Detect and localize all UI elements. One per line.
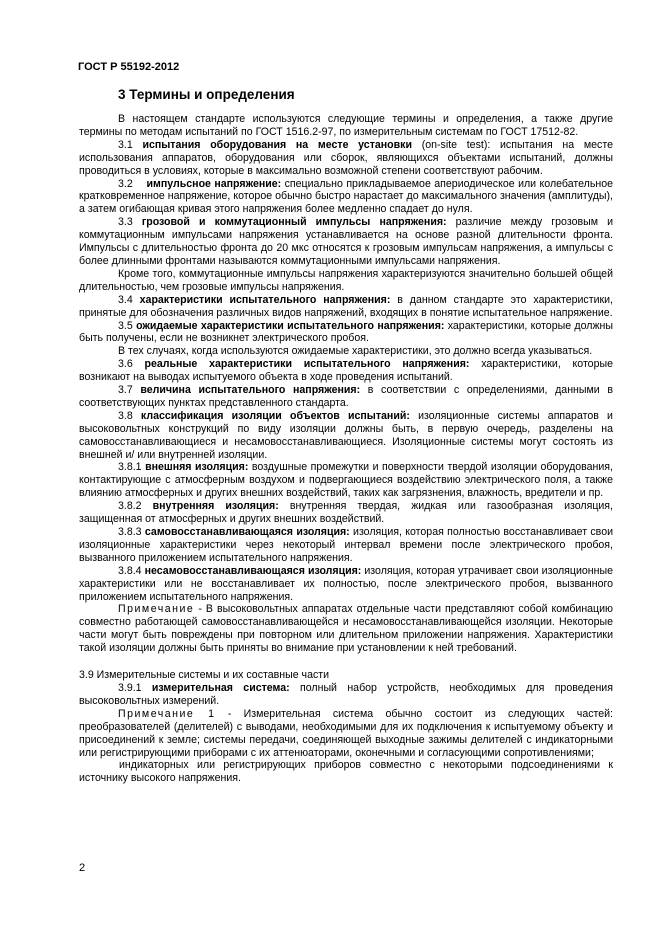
definition-3-8: 3.8 классификация изоляции объектов испытаний: изоляционные системы аппаратов и высоковольтных конструкций по виду изоляции должны быть, в первую очередь, разделены на самовосстанавливающиеся и несамовосстанавливающиеся. Изоляционные системы могут состоять из внешней и/ или внутренней изоляции. (79, 409, 613, 461)
note-label: Примечание (118, 603, 195, 616)
paragraph-intro: В настоящем стандарте используются следующие термины и определения, а также другие термины по методам испытаний по ГОСТ 1516.2-97, по измерительным системам по ГОСТ 17512-82. (79, 113, 613, 138)
document-body (79, 113, 613, 785)
term: характеристики испытательного напряжения: (139, 293, 391, 306)
term: несамовосстанавливающаяся изоляция: (144, 564, 362, 577)
paragraph-3-3-note: Кроме того, коммутационные импульсы напряжения характеризуются значительно большей общей длительностью, чем грозовые импульсы напряжения. (79, 267, 613, 293)
definition-3-9-1: 3.9.1 измерительная система: полный набор устройств, необходимых для проведения высоковольтных измерений. (79, 681, 613, 707)
paragraph-3-5-note: В тех случаях, когда используются ожидаемые характеристики, это должно всегда указываться. (118, 345, 593, 358)
definition-3-8-2: 3.8.2 внутренняя изоляция: внутренняя твердая, жидкая или газообразная изоляция, защищенная от атмосферных и других внешних воздействий. (79, 500, 613, 526)
term: ожидаемые характеристики испытательного напряжения: (136, 319, 445, 332)
term: измерительная система: (151, 681, 290, 694)
note-3-9-1-continued: индикаторных или регистрирующих приборов совместно с некоторыми подсоединениями к источнику высокого напряжения. (79, 759, 613, 785)
definition-3-6: 3.6 реальные характеристики испытательного напряжения: характеристики, которые возникают на выводах испытуемого объекта в ходе проведения испытаний. (79, 358, 613, 384)
definition-3-8-1: 3.8.1 внешняя изоляция: воздушные промежутки и поверхности твердой изоляции оборудования, контактирующие с атмосферным воздухом и подвергающиеся воздействию электрического поля, а также влиянию атмосферных и других внешних воздействий, таких как загрязнения, влажность, вредители и пр. (79, 461, 613, 500)
term: внутренняя изоляция: (152, 500, 279, 513)
term: импульсное напряжение: (146, 177, 282, 190)
term: самовосстанавливающаяся изоляция: (144, 526, 350, 538)
section-title: 3 Термины и определения (118, 87, 295, 102)
term: реальные характеристики испытательного напряжения: (144, 358, 470, 371)
term: величина испытательного напряжения: (140, 384, 361, 397)
definition-3-3: 3.3 грозовой и коммутационный импульсы напряжения: различие между грозовым и коммутационным импульсами напряжения устанавливается на основе разной длительности фронта. Импульсы с длительностью фронта до 20 мкс относятся к грозовым импульсам напряжения, а импульсы с более длинными фронтами называются коммутационными импульсами напряжения. (79, 216, 614, 267)
standard-code: ГОСТ Р 55192-2012 (78, 61, 180, 73)
term: испытания оборудования на месте установки (142, 138, 412, 151)
note-3-8: Примечание - В высоковольтных аппаратах отдельные части представляют собой комбинацию совместно работающей самовосстанавливающейся и несамовосстанавливающейся изоляции. Некоторые части могут быть повреждены при повторном или длительном приложении напряжения. Характеристики такой изоляции должны быть приняты во внимание при установлении к ней требований. (79, 603, 613, 655)
page-number: 2 (79, 862, 86, 874)
term: внешняя изоляция: (145, 461, 249, 474)
definition-3-8-3: 3.8.3 самовосстанавливающаяся изоляция: изоляция, которая полностью восстанавливает свои изоляционные характеристики через некоторый интервал времени после электрического пробоя, вызванного приложением испытательного напряжения. (79, 526, 613, 564)
spacer (79, 655, 613, 669)
term: грозовой и коммутационный импульсы напряжения: (141, 216, 447, 229)
definition-3-2: 3.2 импульсное напряжение: специально прикладываемое апериодическое или колебательное кратковременное напряжение, которое обычно быстро нарастает до максимального значения (амплитуды), а затем огибающая кривая этого напряжения более медленно спадает до нуля. (79, 177, 613, 216)
definition-3-4: 3.4 характеристики испытательного напряжения: в данном стандарте это характеристики, принятые для обозначения различных видов напряжений, входящих в понятие испытательное напряжение. (79, 293, 613, 319)
definition-3-8-4: 3.8.4 несамовосстанавливающаяся изоляция: изоляция, которая утрачивает свои изоляционные характеристики или не восстанавливает их полностью, после электрического пробоя, вызванного приложением испытательного напряжения. (79, 564, 613, 603)
definition-3-5: 3.5 ожидаемые характеристики испытательного напряжения: характеристики, которые должны быть получены, если не возникнет электрического пробоя. (79, 319, 613, 345)
note-3-9-1: Примечание 1 - Измерительная система обычно состоит из следующих частей: преобразователей (делителей) с выводами, необходимыми для их подключения к испытуемому объекту и присоединений к земле; системы передачи, соединяющей выходные зажимы делителей с индикаторными или регистрирующими приборами с их аттенюаторами, оконечными и согласующими сопротивлениями; (79, 707, 613, 759)
definition-3-1: 3.1 испытания оборудования на месте установки (on-site test): испытания на месте использования аппаратов, оборудования или сборок, являющихся объектами испытаний, должны проводиться в условиях, которые в максимально возможной степени соответствуют рабочим. (79, 138, 613, 177)
subsection-3-9: 3.9 Измерительные системы и их составные части (79, 669, 330, 682)
note-label: Примечание 1 (118, 707, 216, 720)
definition-3-7: 3.7 величина испытательного напряжения: в соответствии с определениями, данными в соответствующих пунктах представленного стандарта. (79, 384, 613, 409)
term: классификация изоляции объектов испытаний: (140, 409, 410, 422)
